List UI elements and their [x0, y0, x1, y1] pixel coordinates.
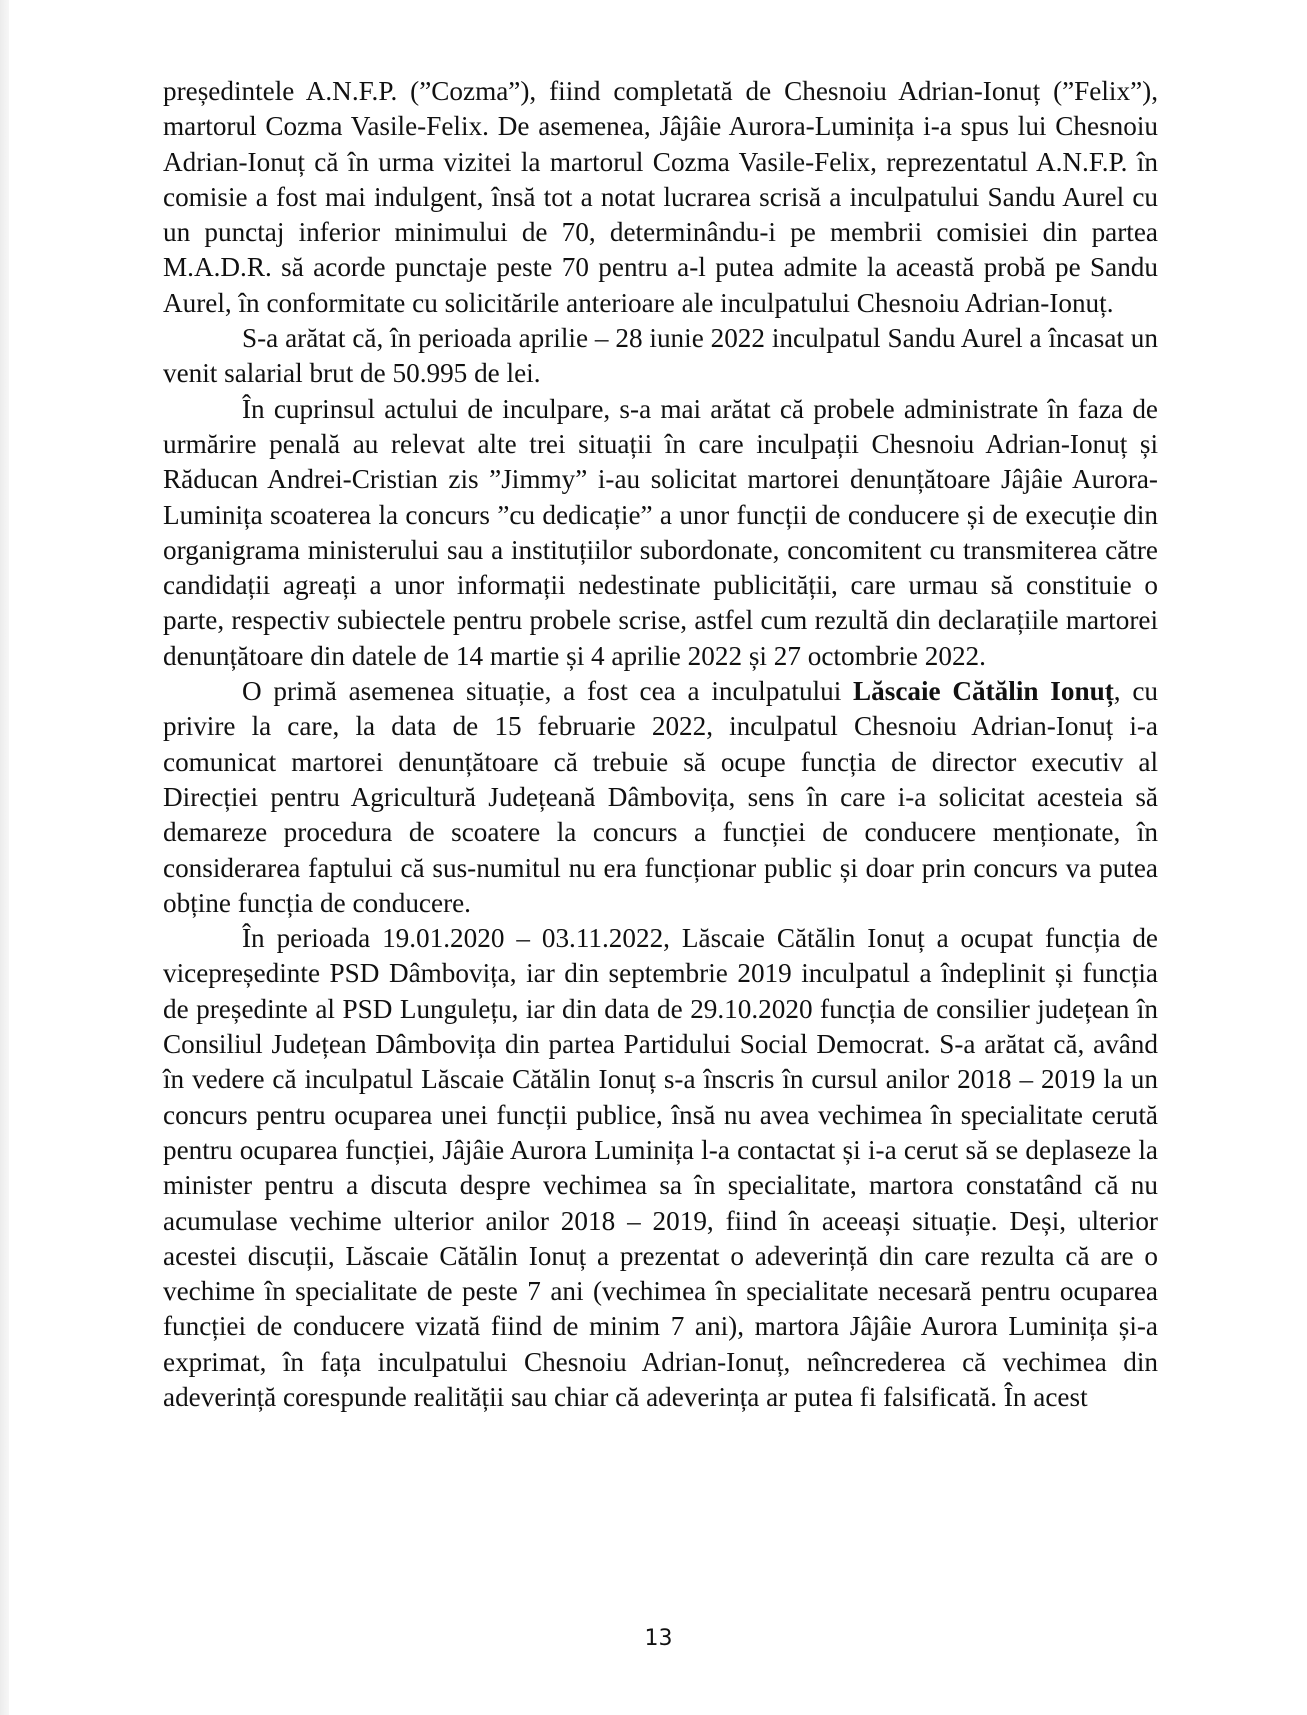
page-number	[0, 1626, 1307, 1651]
page-number-value: 13	[644, 1626, 673, 1651]
paragraph-2: S-a arătat că, în perioada aprilie – 28 iunie 2022 inculpatul Sandu Aurel a încasat un venit salarial brut de 50.995 de lei.	[163, 323, 1158, 389]
defendant-name-bold: Lăscaie Cătălin Ionuț	[853, 676, 1114, 707]
paragraph-3: În cuprinsul actului de inculpare, s-a mai arătat că probele administrate în faza de urmărire penală au relevat alte trei situații în care inculpații Chesnoiu Adrian-Ionuț și Răducan Andrei-Cristian zis ”Jimmy” i-au solicitat martorei denunțătoare Jâjâie Aurora-Luminița scoaterea la concurs ”cu dedicație” a unor funcții de conducere și de execuție din organigrama ministerului sau a instituțiilor subordonate, concomitent cu transmiterea către candidații agreați a unor informații nedestinate publicității, care urmau să constituie o parte, respectiv subiectele pentru probele scrise, astfel cum rezultă din declarațiile martorei denunțătoare din datele de 14 martie și 4 aprilie 2022 și 27 octombrie 2022.	[163, 393, 1158, 671]
page-shadow-edge	[0, 0, 9, 1715]
paragraph-5: În perioada 19.01.2020 – 03.11.2022, Lăscaie Cătălin Ionuț a ocupat funcția de vicepreședinte PSD Dâmbovița, iar din septembrie 2019 inculpatul a îndeplinit și funcția de președinte al PSD Lungulețu, iar din data de 29.10.2020 funcția de consilier județean în Consiliul Județean Dâmbovița din partea Partidului Social Democrat. S-a arătat că, având în vedere că inculpatul Lăscaie Cătălin Ionuț s-a înscris în cursul anilor 2018 – 2019 la un concurs pentru ocuparea unei funcții publice, însă nu avea vechimea în specialitate cerută pentru ocuparea funcției, Jâjâie Aurora Luminița l-a contactat și i-a cerut să se deplaseze la minister pentru a discuta despre vechimea sa în specialitate, martora constatând că nu acumulase vechime ulterior anilor 2018 – 2019, fiind în aceeași situație. Deși, ulterior acestei discuții, Lăscaie Cătălin Ionuț a prezentat o adeverință din care rezulta că are o vechime în specialitate de peste 7 ani (vechimea în specialitate necesară pentru ocuparea funcției de conducere vizată fiind de minim 7 ani), martora Jâjâie Aurora Luminița și-a exprimat, în fața inculpatului Chesnoiu Adrian-Ionuț, neîncrederea că vechimea din adeverință corespunde realității sau chiar că adeverința ar putea fi falsificată. În acest	[163, 923, 1158, 1412]
paragraph-4	[163, 674, 1158, 921]
paragraph-4-intro: O primă asemenea situație, a fost cea a inculpatului	[242, 676, 854, 707]
document-body	[163, 74, 1158, 1415]
paragraph-4-rest: , cu privire la care, la data de 15 februarie 2022, inculpatul Chesnoiu Adrian-Ionuț i-a comunicat martorei denunțătoare că trebuie să ocupe funcția de director executiv al Direcției pentru Agricultură Județeană Dâmbovița, sens în care i-a solicitat acesteia să demareze procedura de scoatere la concurs a funcției de conducere menționate, în considerarea faptului că sus-numitul nu era funcționar public și doar prin concurs va putea obține funcția de conducere.	[163, 676, 1158, 918]
paragraph-1: președintele A.N.F.P. (”Cozma”), fiind completată de Chesnoiu Adrian-Ionuț (”Felix”), martorul Cozma Vasile-Felix. De asemenea, Jâjâie Aurora-Luminița i-a spus lui Chesnoiu Adrian-Ionuț că în urma vizitei la martorul Cozma Vasile-Felix, reprezentatul A.N.F.P. în comisie a fost mai indulgent, însă tot a notat lucrarea scrisă a inculpatului Sandu Aurel cu un punctaj inferior minimului de 70, determinându-i pe membrii comisiei din partea M.A.D.R. să acorde punctaje peste 70 pentru a-l putea admite la această probă pe Sandu Aurel, în conformitate cu solicitările anterioare ale inculpatului Chesnoiu Adrian-Ionuț.	[163, 76, 1158, 318]
